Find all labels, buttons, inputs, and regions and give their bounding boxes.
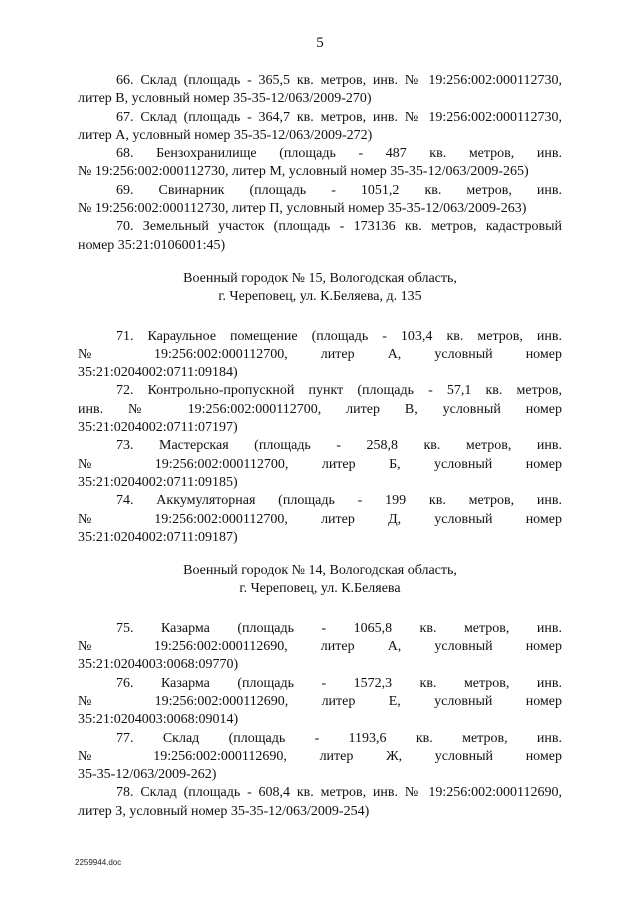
list-item	[78, 109, 562, 146]
list-item-line: 70. Земельный участок (площадь - 173136 кв. метров, кадастровый	[116, 219, 562, 235]
list-item	[78, 382, 562, 437]
list-item-line: литер В, условный номер 35-35-12/063/2009-270)	[78, 91, 372, 107]
list-item	[78, 145, 562, 182]
list-item-line: 72. Контрольно-пропускной пункт (площадь - 57,1 кв. метров,	[116, 383, 562, 399]
list-item-line: 35:21:0204003:0068:09014)	[78, 712, 239, 728]
list-item	[78, 730, 562, 785]
list-item	[78, 675, 562, 730]
list-item-line: № 19:256:002:000112730, литер П, условный номер 35-35-12/063/2009-263)	[78, 201, 527, 217]
list-item-line: № 19:256:002:000112690, литер Е, условный номер	[78, 693, 562, 709]
list-item-line: 75. Казарма (площадь - 1065,8 кв. метров, инв.	[116, 620, 562, 636]
list-item-line: № 19:256:002:000112700, литер Б, условный номер	[78, 456, 562, 472]
list-item-line: 35:21:0204002:0711:09187)	[78, 529, 238, 545]
section-heading-line: Военный городок № 14, Вологодская область,	[183, 563, 457, 579]
page-number: 5	[316, 35, 324, 51]
list-item-line: 74. Аккумуляторная (площадь - 199 кв. метров, инв.	[116, 493, 562, 509]
list-item-line: № 19:256:002:000112700, литер А, условный номер	[78, 346, 562, 362]
section-heading-line: г. Череповец, ул. К.Беляева, д. 135	[218, 289, 422, 305]
list-item	[78, 784, 562, 821]
list-item-line: 35:21:0204002:0711:09184)	[78, 365, 238, 381]
list-item	[78, 437, 562, 492]
section-heading	[78, 562, 562, 599]
list-item	[78, 620, 562, 675]
list-item	[78, 182, 562, 219]
list-item-line: номер 35:21:0106001:45)	[78, 237, 226, 253]
list-item	[78, 218, 562, 255]
list-item-line: 69. Свинарник (площадь - 1051,2 кв. метров, инв.	[116, 182, 562, 198]
list-item	[78, 72, 562, 109]
list-item-line: 35:21:0204002:0711:09185)	[78, 474, 238, 490]
list-item-line: 67. Склад (площадь - 364,7 кв. метров, инв. № 19:256:002:000112730,	[116, 109, 562, 125]
list-item-line: инв. № 19:256:002:000112700, литер В, условный номер	[78, 401, 562, 417]
list-item-line: литер З, условный номер 35-35-12/063/2009-254)	[78, 803, 370, 819]
list-item-line: 76. Казарма (площадь - 1572,3 кв. метров, инв.	[116, 675, 562, 691]
list-item-line: 68. Бензохранилище (площадь - 487 кв. метров, инв.	[116, 146, 562, 162]
list-item-line: 77. Склад (площадь - 1193,6 кв. метров, инв.	[116, 730, 562, 746]
list-item-line: № 19:256:002:000112700, литер Д, условный номер	[78, 511, 562, 527]
document-body	[78, 72, 562, 821]
footer-filename: 2259944.doc	[75, 858, 122, 867]
list-item-line: 66. Склад (площадь - 365,5 кв. метров, инв. № 19:256:002:000112730,	[116, 73, 562, 88]
list-item-line: 35:21:0204002:0711:07197)	[78, 420, 238, 436]
list-item-line: № 19:256:002:000112690, литер А, условный номер	[78, 639, 562, 655]
list-item	[78, 328, 562, 383]
list-item-line: литер А, условный номер 35-35-12/063/2009-272)	[78, 127, 373, 143]
section-heading-line: Военный городок № 15, Вологодская область,	[183, 270, 457, 286]
list-item-line: 73. Мастерская (площадь - 258,8 кв. метров, инв.	[116, 438, 562, 454]
list-item	[78, 492, 562, 547]
list-item-line: 78. Склад (площадь - 608,4 кв. метров, инв. № 19:256:002:000112690,	[116, 785, 562, 801]
list-item-line: № 19:256:002:000112690, литер Ж, условный номер	[78, 748, 562, 764]
section-heading	[78, 270, 562, 307]
list-item-line: № 19:256:002:000112730, литер М, условный номер 35-35-12/063/2009-265)	[78, 164, 529, 180]
list-item-line: 71. Караульное помещение (площадь - 103,4 кв. метров, инв.	[116, 328, 562, 344]
list-item-line: 35:21:0204003:0068:09770)	[78, 657, 239, 673]
list-item-line: 35-35-12/063/2009-262)	[78, 767, 217, 783]
section-heading-line: г. Череповец, ул. К.Беляева	[239, 581, 401, 597]
